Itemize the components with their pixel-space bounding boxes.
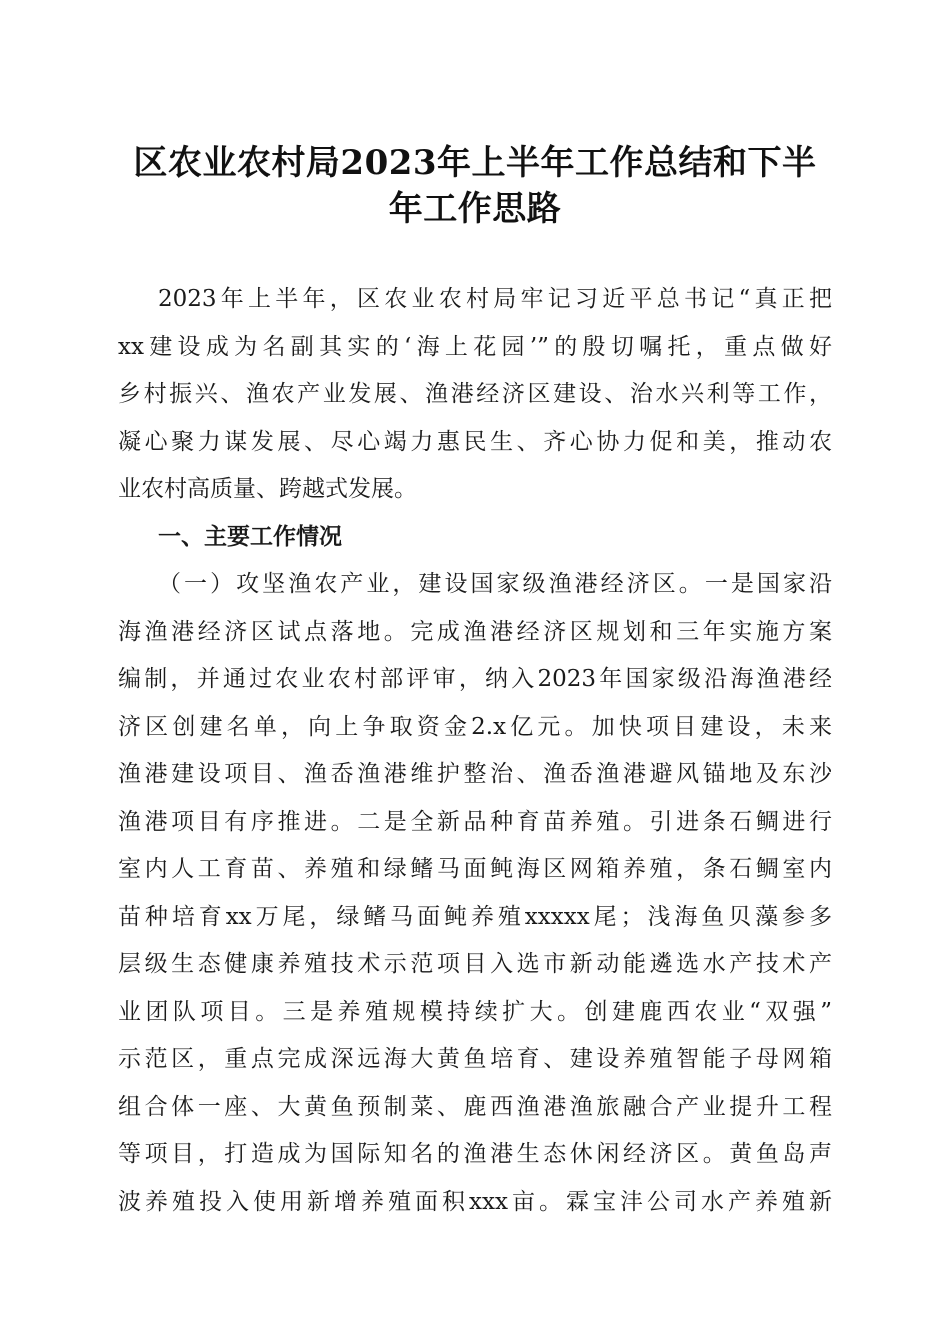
section1-line-2: 海渔港经济区试点落地。完成渔港经济区规划和三年实施方案 — [118, 618, 832, 645]
section1-line-10: 业团队项目。三是养殖规模持续扩大。创建鹿西农业“双强” — [118, 998, 832, 1025]
section1-line-6: 渔港项目有序推进。二是全新品种育苗养殖。引进条石鲷进行 — [118, 808, 832, 835]
section1-line-13: 等项目，打造成为国际知名的渔港生态休闲经济区。黄鱼岛声 — [118, 1141, 832, 1167]
intro-line-4: 凝心聚力谋发展、尽心竭力惠民生、齐心协力促和美，推动农 — [118, 428, 832, 455]
section1-line-12: 组合体一座、大黄鱼预制菜、鹿西渔港渔旅融合产业提升工程 — [118, 1093, 832, 1120]
title-line-2: 年工作思路 — [388, 189, 562, 229]
section1-line-14: 波养殖投入使用新增养殖面积xxx亩。霖宝沣公司水产养殖新 — [118, 1188, 832, 1215]
section1-line-1: （一）攻坚渔农产业，建设国家级渔港经济区。一是国家沿 — [158, 571, 832, 597]
section1-line-11: 示范区，重点完成深远海大黄鱼培育、建设养殖智能子母网箱 — [118, 1046, 832, 1072]
section1-line-8: 苗种培育xx万尾，绿鳍马面鲀养殖xxxxx尾；浅海鱼贝藻参多 — [118, 903, 832, 930]
section-heading: 一、主要工作情况 — [158, 523, 342, 550]
intro-line-2: xx建设成为名副其实的‘海上花园’”的殷切嘱托，重点做好 — [118, 333, 832, 360]
title-line-1: 区农业农村局2023年上半年工作总结和下半 — [133, 143, 817, 183]
document-title — [110, 140, 840, 232]
section1-line-5: 渔港建设项目、渔岙渔港维护整治、渔岙渔港避风锚地及东沙 — [118, 761, 832, 787]
section1-line-9: 层级生态健康养殖技术示范项目入选市新动能遴选水产技术产 — [118, 951, 832, 977]
intro-line-3: 乡村振兴、渔农产业发展、渔港经济区建设、治水兴利等工作， — [118, 381, 832, 407]
intro-line-5: 业农村高质量、跨越式发展。 — [118, 476, 417, 502]
section1-line-4: 济区创建名单，向上争取资金2.x亿元。加快项目建设，未来 — [118, 713, 832, 740]
section1-line-7: 室内人工育苗、养殖和绿鳍马面鲀海区网箱养殖，条石鲷室内 — [118, 856, 832, 882]
section1-line-3: 编制，并通过农业农村部评审，纳入2023年国家级沿海渔港经 — [118, 666, 832, 692]
document-body — [118, 276, 832, 1226]
intro-line-1: 2023年上半年，区农业农村局牢记习近平总书记“真正把 — [158, 286, 832, 312]
